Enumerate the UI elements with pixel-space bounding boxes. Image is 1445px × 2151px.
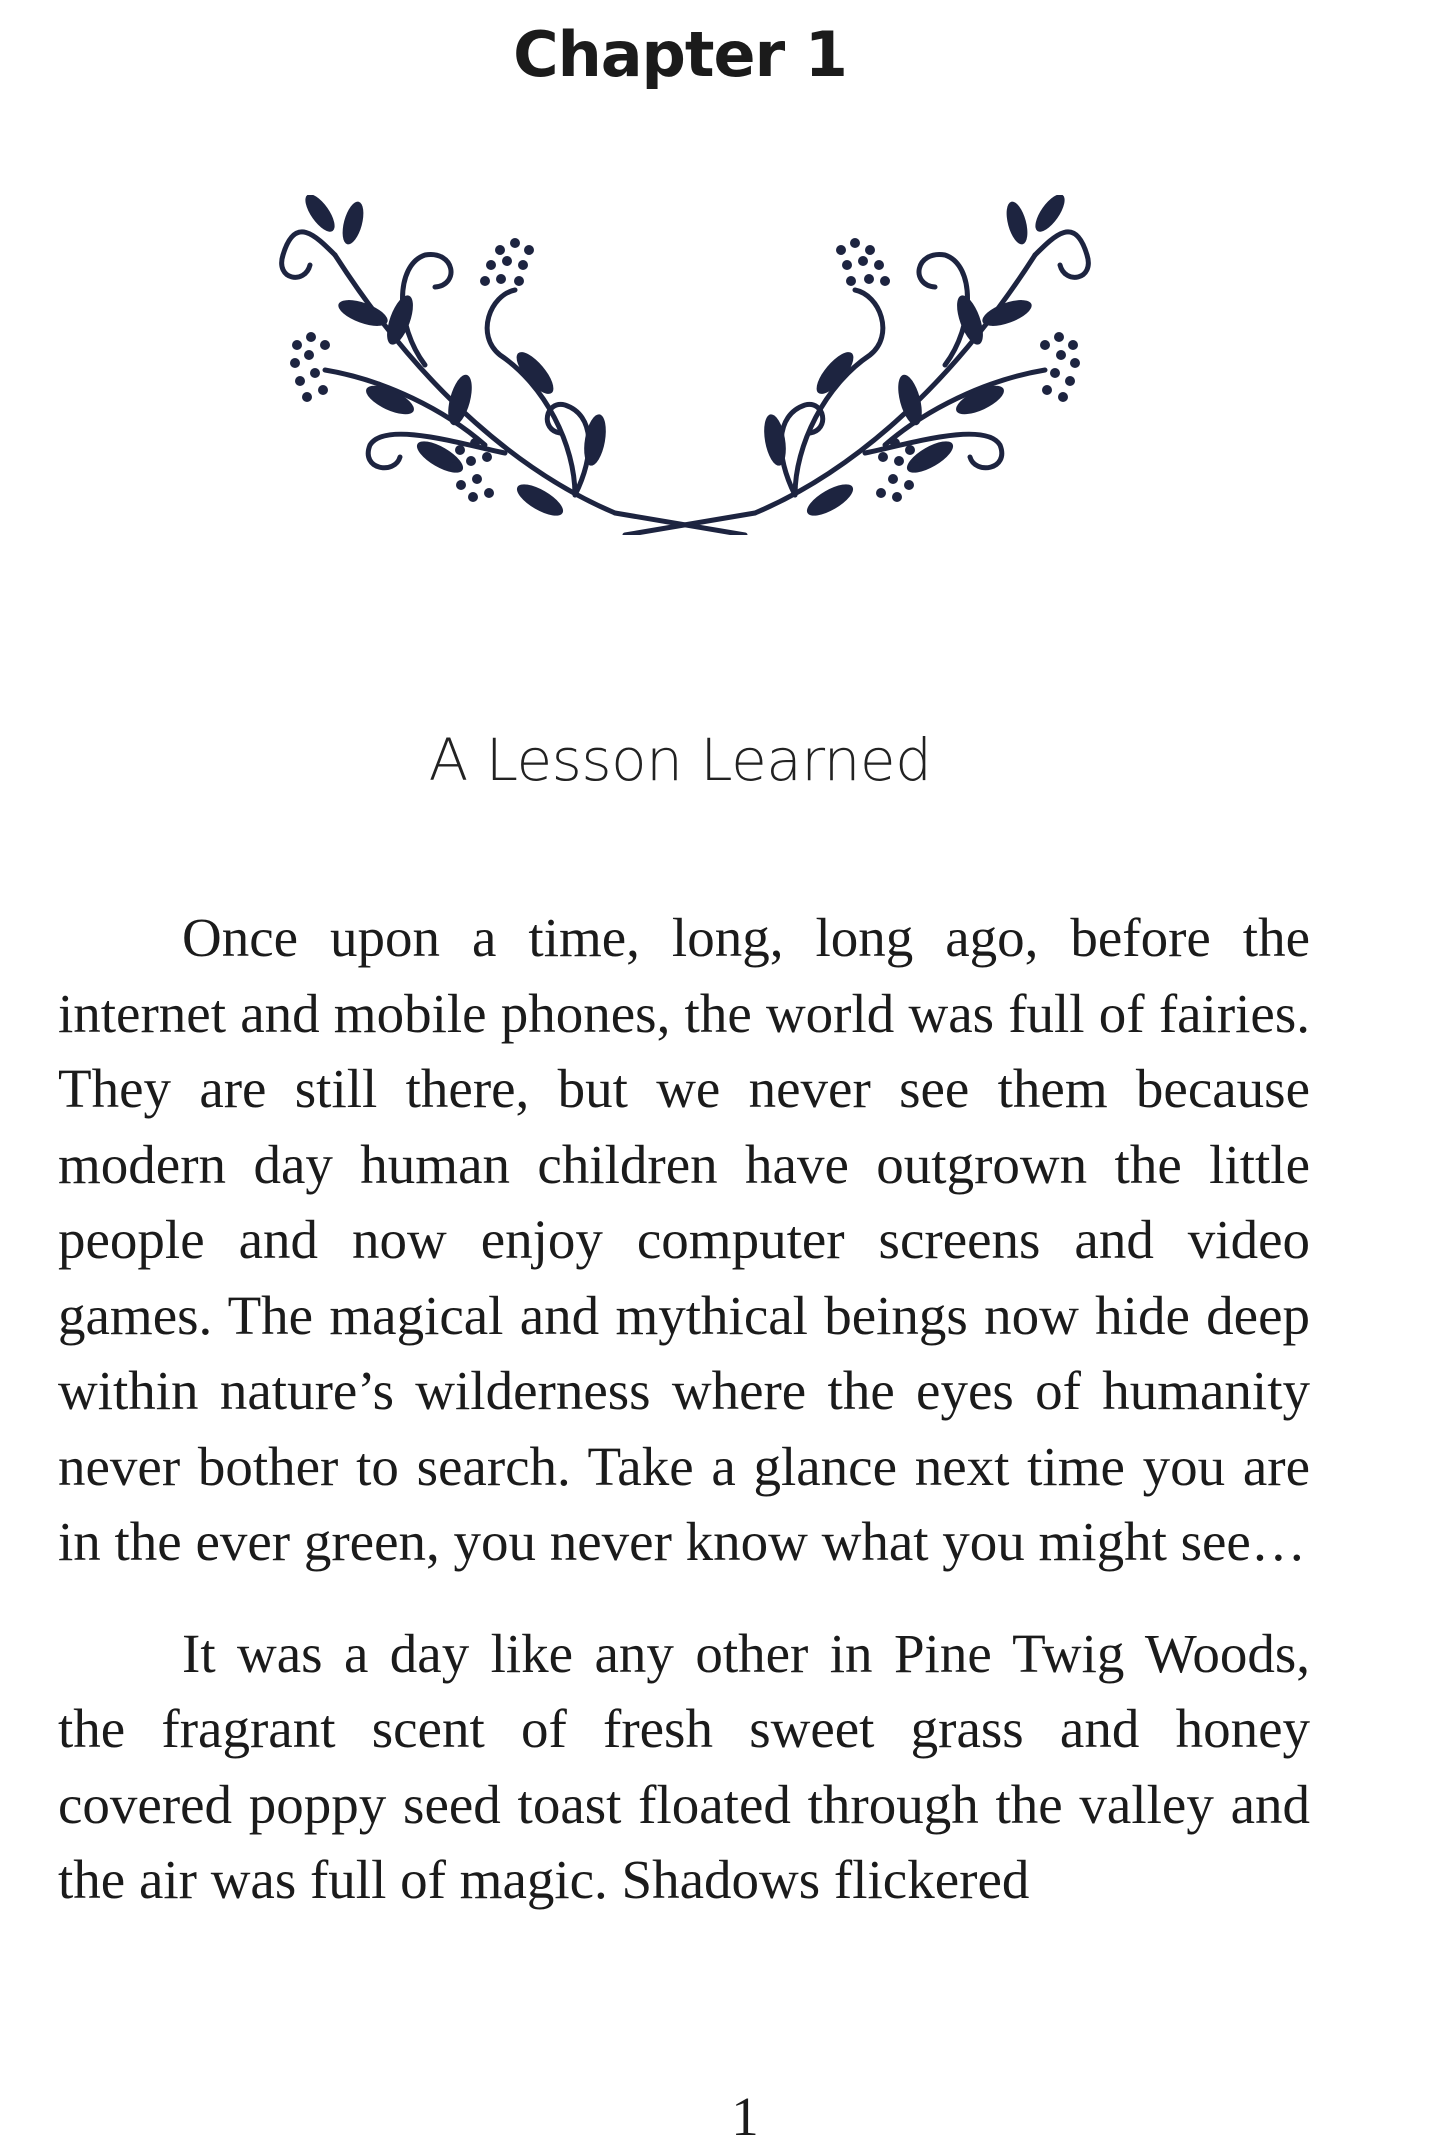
page-number: 1 bbox=[731, 2086, 759, 2147]
paragraph: Once upon a time, long, long ago, before the internet and mobile phones, the world was full of fairies. They are still there, but we never see them because modern day human children have outgrown the little people and now enjoy computer screens and video games. The magical and mythical beings now hide deep within nature’s wilderness where the eyes of humanity never bother to search. Take a glance next time you are in the ever green, you never know what you might see… bbox=[58, 907, 1310, 1572]
paragraph: It was a day like any other in Pine Twig Woods, the fragrant scent of fresh sweet grass and honey covered poppy seed toast floated through the valley and the air was full of magic. Shadows flickered bbox=[58, 1622, 1310, 1910]
chapter-title: A Lesson Learned bbox=[428, 726, 932, 794]
body-text bbox=[58, 900, 1310, 1954]
floral-laurel-icon bbox=[275, 195, 1095, 535]
chapter-heading: Chapter 1 bbox=[513, 18, 847, 91]
